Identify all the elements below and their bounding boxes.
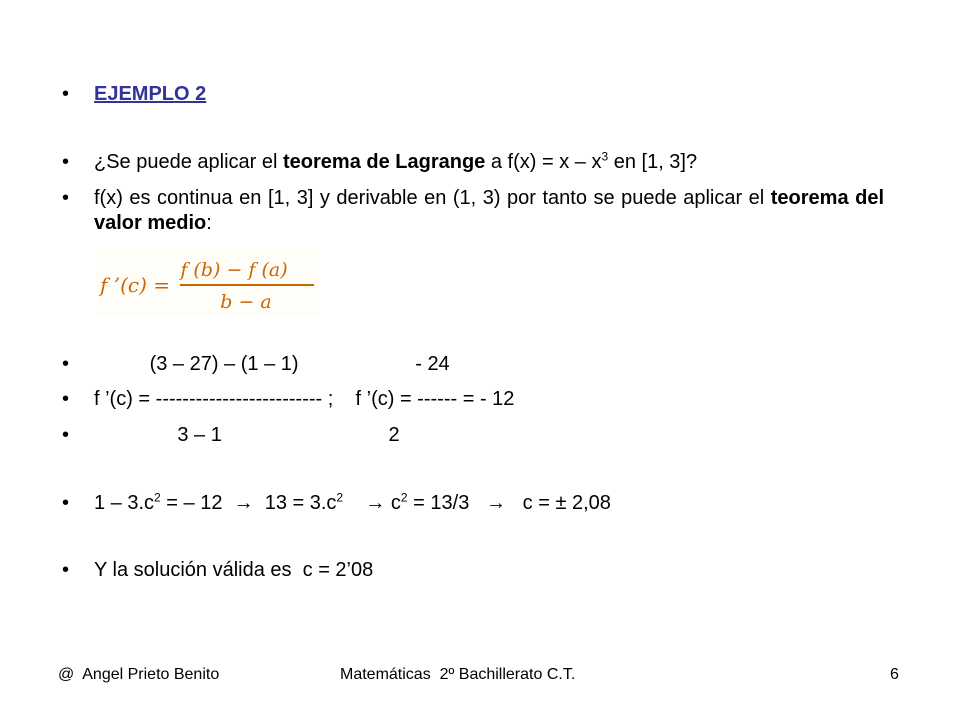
eq-part: 13 = 3.c — [253, 492, 337, 514]
bullet: • — [62, 151, 70, 173]
calc-denominators: 3 – 1 2 — [94, 424, 400, 446]
question-text — [94, 150, 697, 174]
arrow-icon: → — [485, 492, 506, 514]
formula-numerator: f (b) − f (a) — [180, 259, 288, 281]
eq-part: c — [385, 492, 401, 514]
statement-post: : — [206, 212, 212, 234]
eq-part: c = ± 2,08 — [505, 492, 611, 514]
bullet: • — [62, 424, 70, 446]
conclusion-text: Y la solución válida es c = 2’08 — [94, 559, 374, 581]
statement-text — [94, 186, 884, 236]
bullet: • — [62, 83, 70, 105]
footer-course: Matemáticas 2º Bachillerato C.T. — [340, 666, 576, 683]
question-bold: teorema de Lagrange — [283, 151, 486, 173]
bullet: • — [62, 492, 70, 514]
mean-value-formula — [96, 250, 320, 316]
bullet: • — [62, 388, 70, 410]
question-post: a f(x) = x – x — [485, 151, 602, 173]
eq-part — [343, 492, 365, 514]
eq-part: = 13/3 — [407, 492, 486, 514]
footer-page-number: 6 — [890, 666, 899, 683]
footer-author: @ Angel Prieto Benito — [58, 666, 220, 683]
question-end: en [1, 3]? — [608, 151, 698, 173]
bullet: • — [62, 353, 70, 375]
bullet: • — [62, 559, 70, 581]
eq-exponent: 2 — [400, 490, 408, 505]
question-pre: ¿Se puede aplicar el — [94, 151, 284, 173]
slide-title: EJEMPLO 2 — [94, 83, 207, 105]
statement-pre: f(x) es continua en [1, 3] y derivable en (1, 3) por tanto se puede aplicar el — [94, 187, 771, 209]
arrow-icon: → — [365, 492, 386, 514]
equation-text — [94, 491, 611, 515]
eq-exponent: 2 — [154, 490, 161, 505]
formula-denominator: b − a — [220, 291, 272, 313]
calc-numerators: (3 – 27) – (1 – 1) - 24 — [94, 353, 450, 375]
eq-part: 1 – 3.c — [94, 492, 155, 514]
formula-lhs: f ’(c) = — [100, 273, 171, 297]
question-exponent: 3 — [601, 149, 609, 164]
arrow-icon: → — [233, 492, 254, 514]
statement-bold: teorema del valor medio — [94, 187, 884, 234]
eq-exponent: 2 — [336, 490, 344, 505]
calc-fraction: f ’(c) = ------------------------- ; f ’(c) = ------ = - 12 — [94, 388, 515, 410]
bullet: • — [62, 187, 70, 209]
eq-part: = – 12 — [160, 492, 234, 514]
